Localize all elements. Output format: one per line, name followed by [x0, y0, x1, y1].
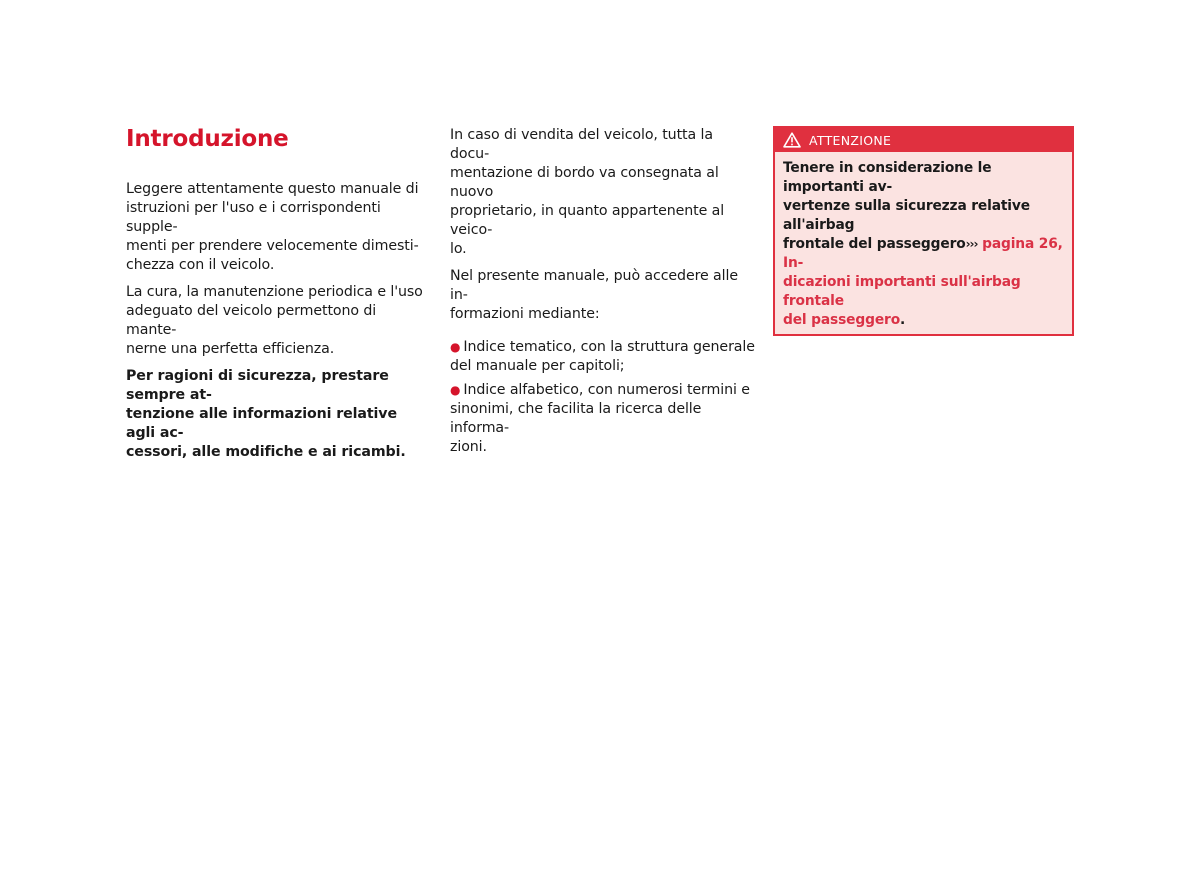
warning-text: Tenere in considerazione le importanti av- vertenze sulla sicurezza relative all'airbag frontale del passeggero››› pagina 26, In- dicazioni importanti sull'airbag frontale del passeggero.: [783, 160, 1063, 328]
list-item: ● Indice tematico, con la struttura generale del manuale per capitoli;: [450, 339, 755, 374]
page-reference-link[interactable]: pagina 26, In- dicazioni importanti sull'airbag frontale del passeggero: [783, 236, 1063, 328]
page-title: Introduzione: [126, 126, 289, 152]
warning-header: [775, 128, 1072, 152]
safety-note: Per ragioni di sicurezza, prestare sempre at- tenzione alle informazioni relative agli ac- cessori, alle modifiche e ai ricambi.: [126, 368, 406, 460]
bullet-icon: ●: [450, 383, 461, 397]
bullet-icon: ●: [450, 340, 461, 354]
intro-paragraph-1: Leggere attentamente questo manuale di istruzioni per l'uso e i corrispondenti supple- menti per prendere velocemente dimesti- chezza con il veicolo.: [126, 181, 419, 273]
middle-column: [450, 126, 755, 462]
warning-title: ATTENZIONE: [809, 132, 892, 148]
sale-paragraph: In caso di vendita del veicolo, tutta la docu- mentazione di bordo va consegnata al nuovo proprietario, in quanto appartenente al veico- lo.: [450, 127, 725, 257]
list-item: ● Indice alfabetico, con numerosi termini e sinonimi, che facilita la ricerca delle informa- zioni.: [450, 382, 750, 455]
left-column: [126, 124, 426, 470]
warning-triangle-icon: [783, 132, 801, 148]
intro-paragraph-2: La cura, la manutenzione periodica e l'uso adeguato del veicolo permettono di mante- nerne una perfetta efficienza.: [126, 284, 423, 357]
warning-box: [773, 126, 1074, 336]
access-paragraph: Nel presente manuale, può accedere alle in- formazioni mediante:: [450, 268, 738, 322]
right-column: [773, 126, 1074, 336]
cross-reference-arrows-icon: ›››: [965, 237, 978, 251]
index-list: [450, 338, 755, 457]
